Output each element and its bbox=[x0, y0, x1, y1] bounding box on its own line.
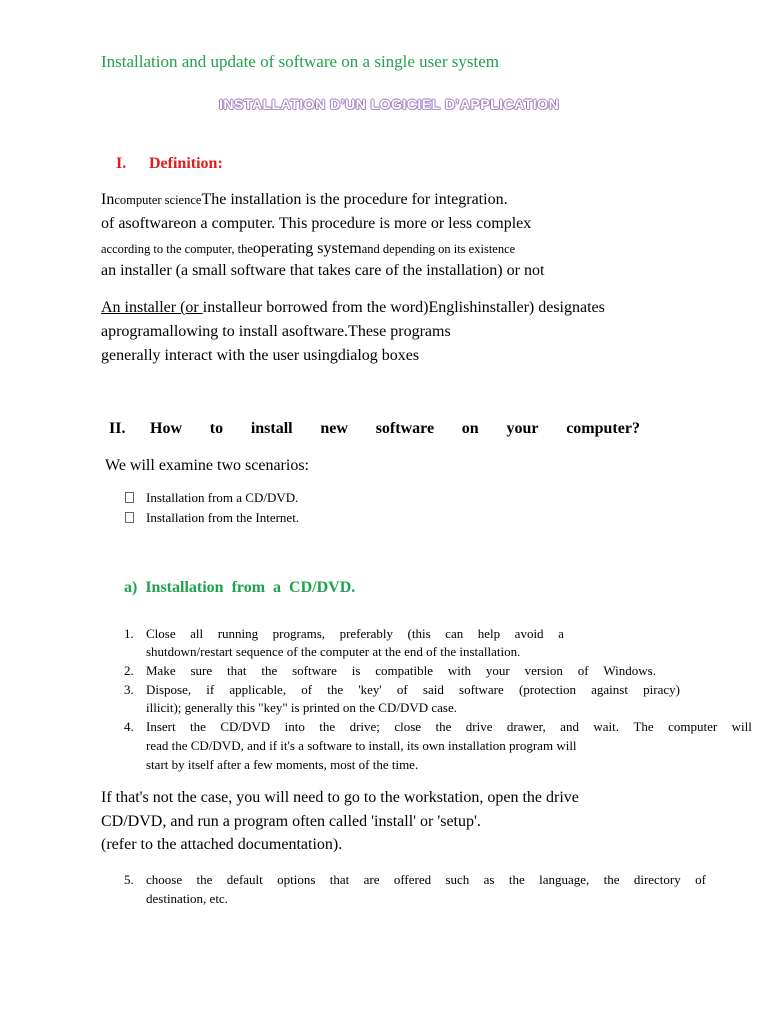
word: piracy) bbox=[643, 682, 680, 697]
item-5-line-2: destination, etc. bbox=[146, 891, 228, 906]
word: compatible bbox=[375, 663, 434, 678]
section-1-heading: Definition: bbox=[149, 155, 223, 172]
item-1-line-1 bbox=[146, 626, 564, 642]
text-span: In bbox=[101, 191, 115, 208]
text-span: and depending on its existence bbox=[361, 242, 516, 256]
word: a bbox=[558, 626, 564, 641]
word: sure bbox=[190, 663, 213, 678]
fallback-line-1: If that's not the case, you will need to go to the workstation, open the drive bbox=[101, 789, 579, 806]
definition-line-2: of asoftwareon a computer. This procedure is more or less complex bbox=[101, 215, 532, 232]
word: are bbox=[363, 872, 380, 887]
installer-line-1 bbox=[101, 299, 605, 317]
installer-line-2: aprogramallowing to install asoftware.These programs bbox=[101, 323, 451, 340]
item-2-number: 2. bbox=[124, 663, 134, 678]
word: as bbox=[483, 872, 495, 887]
word: that bbox=[329, 872, 350, 887]
word: avoid bbox=[514, 626, 544, 641]
word: Windows. bbox=[603, 663, 656, 678]
text-span: according to the computer, the bbox=[101, 242, 253, 256]
item-4-line-2: read the CD/DVD, and if it's a software to install, its own installation program will bbox=[146, 738, 577, 753]
word: Dispose, bbox=[146, 682, 192, 697]
word: the bbox=[319, 719, 336, 734]
word: the bbox=[196, 872, 213, 887]
word: Insert bbox=[146, 719, 176, 734]
word: if bbox=[206, 682, 215, 697]
word: all bbox=[190, 626, 204, 641]
item-1-number: 1. bbox=[124, 626, 134, 641]
fallback-line-2: CD/DVD, and run a program often called 'install' or 'setup'. bbox=[101, 813, 481, 830]
word: of bbox=[301, 682, 313, 697]
word: that bbox=[227, 663, 247, 678]
item-3-number: 3. bbox=[124, 682, 134, 697]
word: of bbox=[695, 872, 706, 887]
subsection-a-heading: a) Installation from a CD/DVD. bbox=[124, 579, 356, 596]
item-4-number: 4. bbox=[124, 719, 134, 734]
scenario-item-1: Installation from a CD/DVD. bbox=[146, 490, 299, 505]
word: directory bbox=[633, 872, 681, 887]
definition-line-3 bbox=[101, 240, 515, 258]
word: said bbox=[422, 682, 444, 697]
word: with bbox=[447, 663, 472, 678]
heading-word: on bbox=[461, 420, 479, 437]
heading-word: How bbox=[150, 420, 182, 437]
word: 'key' bbox=[358, 682, 382, 697]
word: such bbox=[445, 872, 470, 887]
item-1-line-2: shutdown/restart sequence of the computer at the end of the installation. bbox=[146, 644, 521, 659]
word: Make bbox=[146, 663, 176, 678]
word: your bbox=[485, 663, 510, 678]
heading-word: install bbox=[250, 420, 293, 437]
word: will bbox=[731, 719, 752, 734]
link-operating-system[interactable]: operating system bbox=[252, 240, 362, 257]
word: offered bbox=[393, 872, 432, 887]
word: the bbox=[603, 872, 620, 887]
item-4-line-3: start by itself after a few moments, most of the time. bbox=[146, 757, 419, 772]
word: CD/DVD bbox=[220, 719, 271, 734]
wordart-banner: INSTALLATION D’UN LOGICIEL D’APPLICATION bbox=[219, 96, 560, 112]
word: the bbox=[508, 872, 525, 887]
word: default bbox=[226, 872, 263, 887]
document-title: Installation and update of software on a single user system bbox=[101, 52, 499, 71]
word: of bbox=[396, 682, 408, 697]
word: the bbox=[261, 663, 278, 678]
heading-word: computer? bbox=[566, 420, 640, 437]
scenario-item-2: Installation from the Internet. bbox=[146, 510, 300, 525]
definition-line-4: an installer (a small software that takes care of the installation) or not bbox=[101, 262, 545, 279]
word: help bbox=[477, 626, 501, 641]
word: applicable, bbox=[229, 682, 287, 697]
item-4-line-1 bbox=[146, 719, 752, 735]
text-span: installeur borrowed from the word)Englishinstaller) designates bbox=[202, 299, 605, 316]
installer-line-3: generally interact with the user usingdialog boxes bbox=[101, 347, 420, 364]
section-2-number: II. bbox=[109, 420, 126, 437]
word: of bbox=[577, 663, 589, 678]
heading-word: your bbox=[506, 420, 539, 437]
word: the bbox=[327, 682, 344, 697]
section-2-heading bbox=[150, 420, 640, 438]
link-computer-science[interactable]: computer science bbox=[114, 193, 202, 207]
word: close bbox=[394, 719, 422, 734]
word: the bbox=[190, 719, 206, 734]
word: preferably bbox=[339, 626, 393, 641]
word: wait. bbox=[593, 719, 620, 734]
word: against bbox=[591, 682, 628, 697]
section-1-number: I. bbox=[116, 155, 127, 172]
item-3-line-1 bbox=[146, 682, 680, 698]
bullet-box-icon bbox=[125, 512, 134, 523]
item-5-line-1 bbox=[146, 872, 706, 888]
item-2-line-1 bbox=[146, 663, 656, 679]
word: The bbox=[633, 719, 654, 734]
word: choose bbox=[146, 872, 183, 887]
word: computer bbox=[668, 719, 718, 734]
word: the bbox=[435, 719, 452, 734]
word: (this bbox=[407, 626, 431, 641]
word: drive bbox=[465, 719, 493, 734]
word: options bbox=[277, 872, 316, 887]
heading-word: software bbox=[375, 420, 435, 437]
heading-word: to bbox=[209, 420, 224, 437]
fallback-line-3: (refer to the attached documentation). bbox=[101, 836, 343, 853]
item-5-number: 5. bbox=[124, 872, 134, 887]
definition-line-1 bbox=[101, 191, 508, 209]
word: can bbox=[445, 626, 464, 641]
word: drive; bbox=[349, 719, 380, 734]
word: into bbox=[284, 719, 305, 734]
word: software bbox=[459, 682, 504, 697]
word: drawer, bbox=[506, 719, 546, 734]
underlined-text: An installer (or bbox=[101, 299, 203, 316]
scenarios-intro: We will examine two scenarios: bbox=[105, 457, 309, 474]
word: language, bbox=[539, 872, 590, 887]
item-3-line-2: illicit); generally this "key" is printed on the CD/DVD case. bbox=[146, 700, 457, 715]
text-span: The installation is the procedure for integration. bbox=[201, 191, 508, 208]
word: is bbox=[351, 663, 361, 678]
bullet-box-icon bbox=[125, 492, 134, 503]
word: and bbox=[560, 719, 579, 734]
word: (protection bbox=[518, 682, 576, 697]
heading-word: new bbox=[320, 420, 348, 437]
word: software bbox=[292, 663, 337, 678]
word: running bbox=[217, 626, 259, 641]
word: Close bbox=[146, 626, 176, 641]
word: version bbox=[524, 663, 563, 678]
word: programs, bbox=[272, 626, 326, 641]
